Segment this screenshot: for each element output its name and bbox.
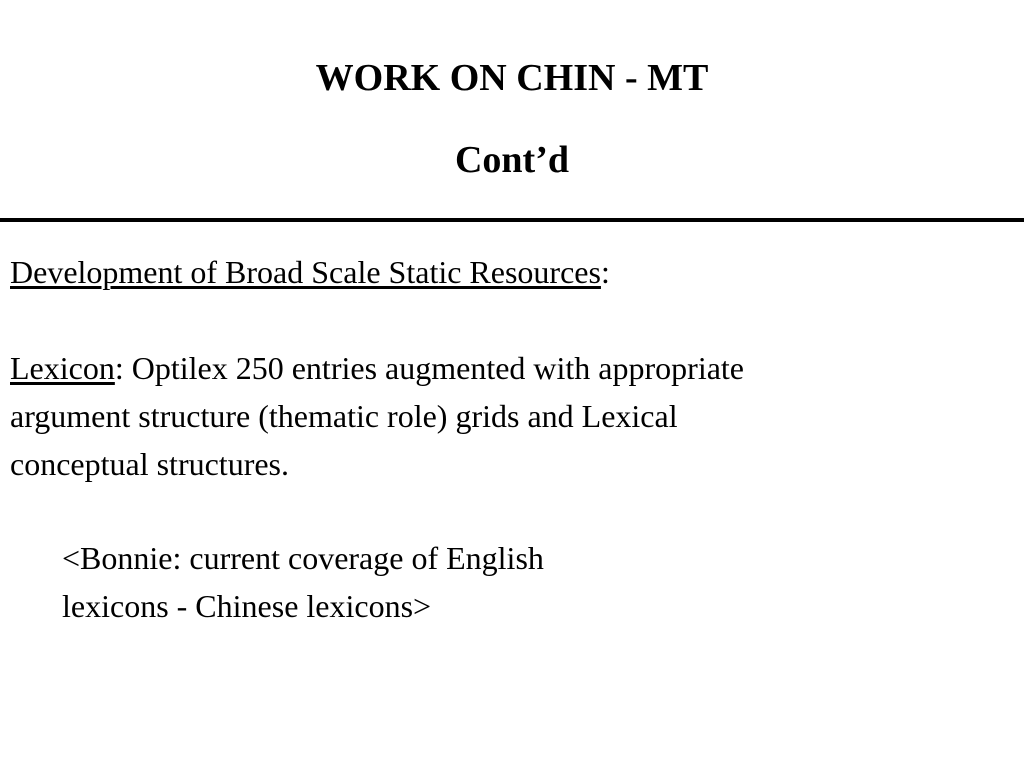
note-line-1: <Bonnie: current coverage of English [62,540,544,576]
lexicon-label-colon: : [114,350,124,386]
lexicon-paragraph [10,344,1010,488]
lexicon-line-3: conceptual structures. [10,446,289,482]
slide-subtitle: Cont’d [454,139,570,181]
lexicon-line-1 [10,344,1010,392]
slide-title: WORK ON CHIN - MT [315,57,709,99]
lexicon-label: Lexicon [10,350,115,386]
section-heading-colon: : [600,254,610,290]
section-heading [10,248,1010,296]
lexicon-line-2: argument structure (thematic role) grids and Lexical [10,398,678,434]
lexicon-text: Optilex 250 entries augmented with appropriate [123,350,744,386]
note-line-2: lexicons - Chinese lexicons> [62,588,432,624]
title-divider [0,218,1024,222]
section-heading-text: Development of Broad Scale Static Resources [10,254,601,290]
bonnie-note [62,534,962,630]
